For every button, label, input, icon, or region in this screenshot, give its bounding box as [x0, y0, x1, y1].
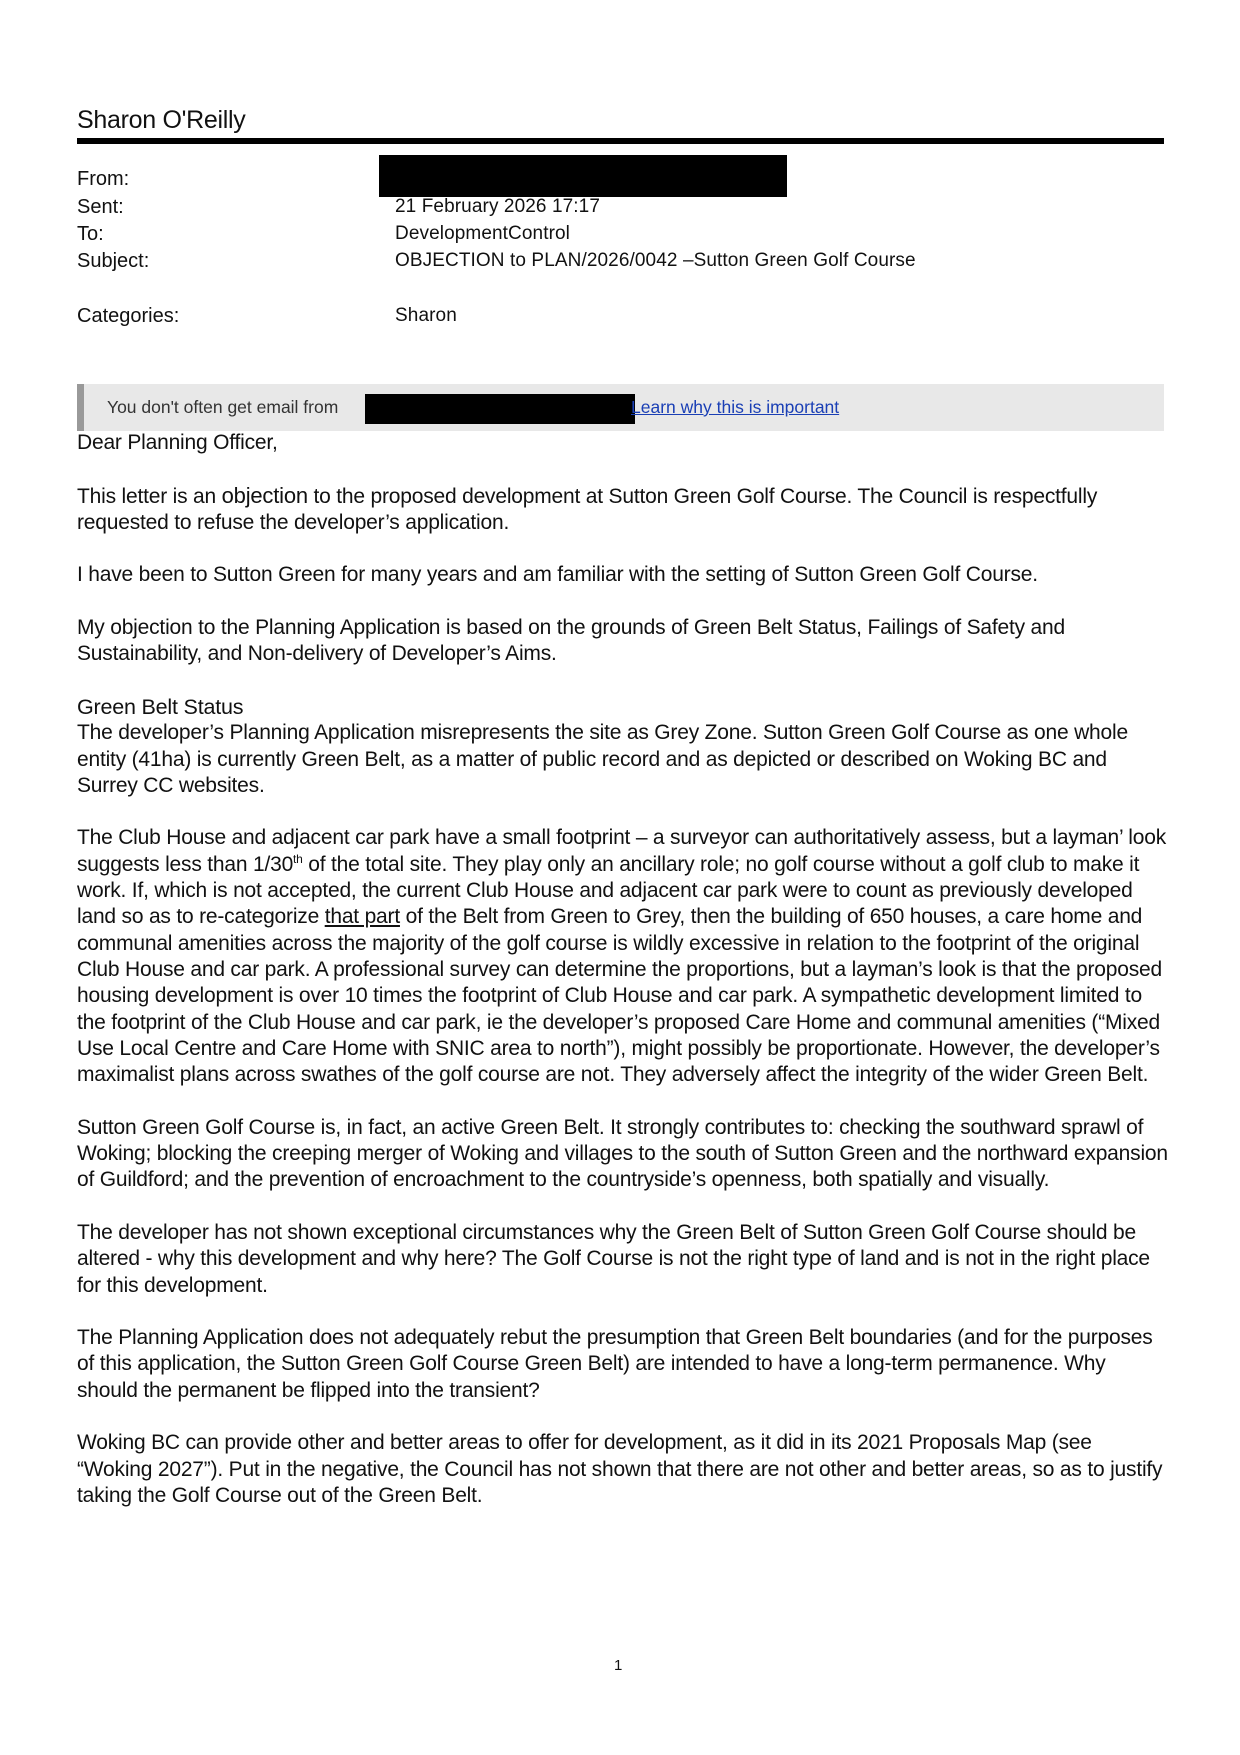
paragraph-club-house: The Club House and adjacent car park have a small footprint – a surveyor can authoritatively assess, but a layman’ look suggests less than 1/30th of the total site. They play only an ancillary role; no golf course without a golf club to make it work. If, which is not accepted, the current Club House and adjacent car park were to count as previously developed land so as to re-categorize that part of the Belt from Green to Grey, then the building of 650 houses, a care home and communal amenities across the majority of the golf course is wildly excessive in relation to the footprint of the original Club House and car park. A professional survey can determine the proportions, but a layman’s look is that the proposed housing development is over 10 times the footprint of Club House and car park. A sympathetic development limited to the footprint of the Club House and car park, ie the developer’s proposed Care Home and communal amenities (“Mixed Use Local Centre and Care Home with SNIC area to north”), might possibly be proportionate. However, the developer’s maximalist plans across swathes of the golf course are not. They adversely affect the integrity of the wider Green Belt.: [77, 826, 1167, 1087]
email-body: [77, 430, 1169, 1535]
superscript-th: th: [293, 851, 303, 866]
paragraph-objection: This letter is an objection to the proposed development at Sutton Green Golf Course. The Council is respectfully requested to refuse the developer’s application.: [77, 482, 1098, 534]
paragraph-permanence: The Planning Application does not adequately rebut the presumption that Green Belt boundaries (and for the purposes of this application, the Sutton Green Golf Course Green Belt) are intended to have a long-term permanence. Why should the permanent be flipped into the transient?: [77, 1326, 1153, 1402]
learn-why-link[interactable]: Learn why this is important: [631, 397, 840, 417]
greeting: Dear Planning Officer,: [77, 431, 278, 454]
heading-green-belt-status: Green Belt Status: [77, 694, 244, 719]
paragraph-grey-zone: The developer’s Planning Application misrepresents the site as Grey Zone. Sutton Green Golf Course as one whole entity (41ha) is currently Green Belt, as a matter of public record and as depicted or described on Woking BC and Surrey CC websites.: [77, 721, 1128, 797]
subject-value: OBJECTION to PLAN/2026/0042 –Sutton Green Golf Course: [395, 250, 916, 271]
from-label: From:: [77, 168, 130, 190]
banner-accent-bar: [77, 384, 84, 431]
mailbox-owner-name: Sharon O'Reilly: [77, 106, 246, 134]
paragraph-active-green-belt: Sutton Green Golf Course is, in fact, an active Green Belt. It strongly contributes to: checking the southward sprawl of Woking; blocking the creeping merger of Woking and villages to the south of Sutton Green and the northward expansion of Guildford; and the prevention of encroachment to the countryside’s openness, both spatially and visually.: [77, 1115, 1168, 1192]
external-sender-banner: [77, 384, 1164, 431]
underlined-that-part: that part: [324, 905, 400, 929]
categories-value: Sharon: [395, 305, 457, 326]
redacted-sender-address: [365, 394, 635, 424]
redacted-sender: [379, 155, 787, 197]
to-value: DevelopmentControl: [395, 223, 570, 244]
paragraph-exceptional-circumstances: The developer has not shown exceptional circumstances why the Green Belt of Sutton Green Golf Course should be altered - why this development and why here? The Golf Course is not the right type of land and is not in the right place for this development.: [77, 1220, 1150, 1297]
to-label: To:: [77, 223, 104, 245]
subject-label: Subject:: [77, 250, 150, 272]
page-number: 1: [614, 1657, 623, 1674]
paragraph-grounds: My objection to the Planning Application is based on the grounds of Green Belt Status, Failings of Safety and Sustainability, and Non-delivery of Developer’s Aims.: [77, 616, 1065, 666]
categories-label: Categories:: [77, 305, 180, 327]
paragraph-familiarity: I have been to Sutton Green for many years and am familiar with the setting of Sutton Green Golf Course.: [77, 563, 1038, 587]
sent-label: Sent:: [77, 196, 124, 218]
objection-keyword: objection: [221, 482, 308, 508]
sent-value: 21 February 2026 17:17: [395, 196, 601, 217]
paragraph-proposals-map: Woking BC can provide other and better areas to offer for development, as it did in its 2021 Proposals Map (see “Woking 2027”). Put in the negative, the Council has not shown that there are not other and better areas, so as to justify taking the Golf Course out of the Green Belt.: [77, 1431, 1163, 1507]
header-rule: [77, 138, 1164, 144]
banner-text: You don't often get email from: [107, 397, 339, 417]
